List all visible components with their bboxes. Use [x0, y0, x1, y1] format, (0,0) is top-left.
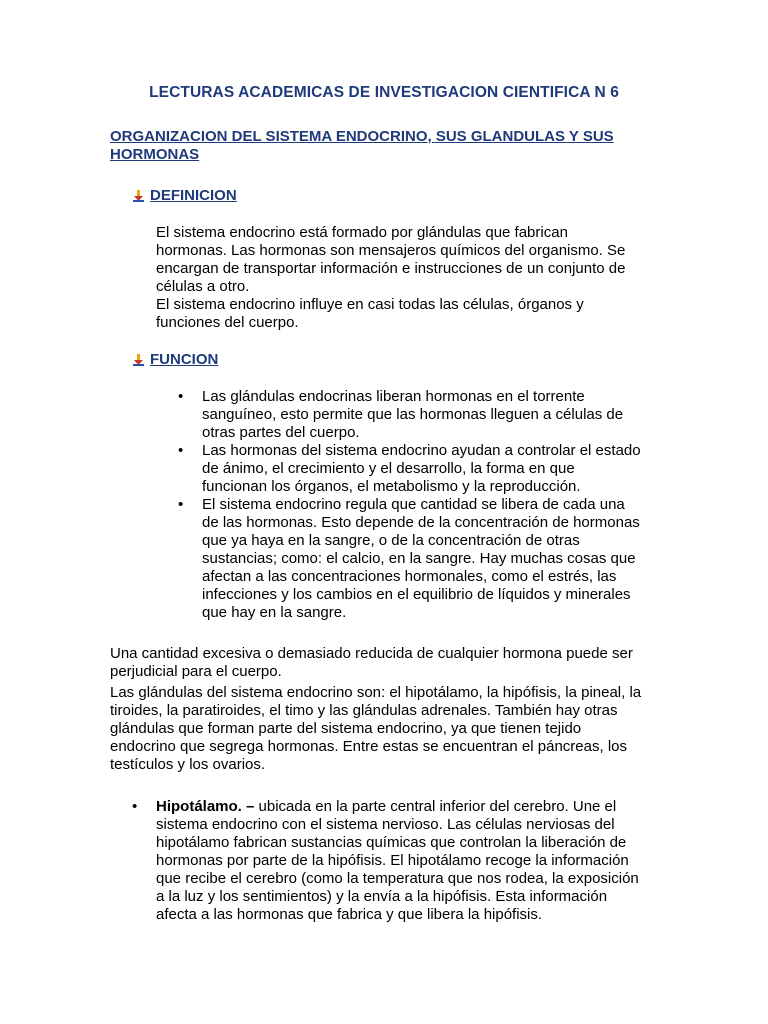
list-item [178, 388, 678, 442]
text-line [156, 798, 692, 816]
text-line: a la luz y los sentimientos) y la envía a la hipófisis. Esta información [156, 888, 608, 905]
text-line: Las glándulas del sistema endocrino son: el hipotálamo, la hipófisis, la pineal, la [110, 684, 642, 701]
section-heading-label: FUNCION [150, 351, 219, 368]
text-line: infecciones y los cambios en el equilibrio de líquidos y minerales [202, 586, 631, 603]
text-line: Las glándulas endocrinas liberan hormonas en el torrente [202, 388, 585, 405]
text-line: testículos y los ovarios. [110, 756, 266, 773]
arrow-down-bullet-icon [132, 353, 146, 367]
text-line: hipotálamo fabrican sustancias químicas que controlan la liberación de [156, 834, 627, 851]
text-line: afectan a las concentraciones hormonales, como el estrés, las [202, 568, 617, 585]
subtitle-line-1: ORGANIZACION DEL SISTEMA ENDOCRINO, SUS GLANDULAS Y SUS [110, 128, 614, 145]
document-title: LECTURAS ACADEMICAS DE INVESTIGACION CIENTIFICA N 6 [149, 84, 619, 101]
subtitle-line-2: HORMONAS [110, 146, 200, 163]
bullet-icon: • [178, 442, 184, 459]
gland-description-start: ubicada en la parte central inferior del cerebro. Une el [254, 798, 617, 815]
text-line: perjudicial para el cuerpo. [110, 663, 282, 680]
text-line: que ya haya en la sangre, o de la concentración de otras [202, 532, 580, 549]
definicion-paragraph [156, 224, 676, 332]
bullet-icon: • [178, 496, 184, 513]
arrow-down-bullet-icon [132, 189, 146, 203]
text-line: El sistema endocrino influye en casi todas las células, órganos y [156, 296, 584, 313]
section-heading-label: DEFINICION [150, 187, 237, 204]
list-item [178, 442, 678, 496]
glands-bullet-list [132, 798, 692, 924]
text-line: El sistema endocrino regula que cantidad se libera de cada una [202, 496, 625, 513]
list-item [178, 496, 678, 622]
text-line: sustancias; como: el calcio, en la sangre. Hay muchas cosas que [202, 550, 636, 567]
gland-term: Hipotálamo. – [156, 798, 255, 815]
text-line: El sistema endocrino está formado por glándulas que fabrican [156, 224, 568, 241]
text-line: funcionan los órganos, el metabolismo y la reproducción. [202, 478, 581, 495]
text-line: funciones del cuerpo. [156, 314, 299, 331]
document-subtitle [110, 128, 670, 164]
body-paragraph-1 [110, 645, 690, 681]
text-line: sanguíneo, esto permite que las hormonas lleguen a células de [202, 406, 624, 423]
text-line: encargan de transportar información e instrucciones de un conjunto de [156, 260, 626, 277]
bullet-icon: • [178, 388, 184, 405]
text-line: que recibe el cerebro (como la temperatura que nos rodea, la exposición [156, 870, 639, 887]
text-line: hormonas. Las hormonas son mensajeros químicos del organismo. Se [156, 242, 626, 259]
text-line: hormonas por parte de la hipófisis. El hipotálamo recoge la información [156, 852, 629, 869]
text-line: endocrino que segrega hormonas. Entre estas se encuentran el páncreas, los [110, 738, 627, 755]
text-line: afecta a las hormonas que fabrica y que libera la hipófisis. [156, 906, 543, 923]
text-line: de ánimo, el crecimiento y el desarrollo, la forma en que [202, 460, 575, 477]
text-line: células a otro. [156, 278, 250, 295]
section-heading-funcion [132, 351, 218, 368]
list-item [132, 798, 692, 924]
text-line: tiroides, la paratiroides, el timo y las glándulas adrenales. También hay otras [110, 702, 618, 719]
text-line: que hay en la sangre. [202, 604, 347, 621]
text-line: Una cantidad excesiva o demasiado reducida de cualquier hormona puede ser [110, 645, 633, 662]
funcion-bullet-list [178, 388, 678, 622]
section-heading-definicion [132, 187, 237, 204]
body-paragraph-2 [110, 684, 690, 774]
text-line: Las hormonas del sistema endocrino ayudan a controlar el estado [202, 442, 641, 459]
text-line: de las hormonas. Esto depende de la concentración de hormonas [202, 514, 640, 531]
bullet-icon: • [132, 798, 138, 815]
text-line: sistema endocrino con el sistema nervioso. Las células nerviosas del [156, 816, 615, 833]
text-line: glándulas que forman parte del sistema endocrino, ya que tienen tejido [110, 720, 582, 737]
text-line: otras partes del cuerpo. [202, 424, 360, 441]
